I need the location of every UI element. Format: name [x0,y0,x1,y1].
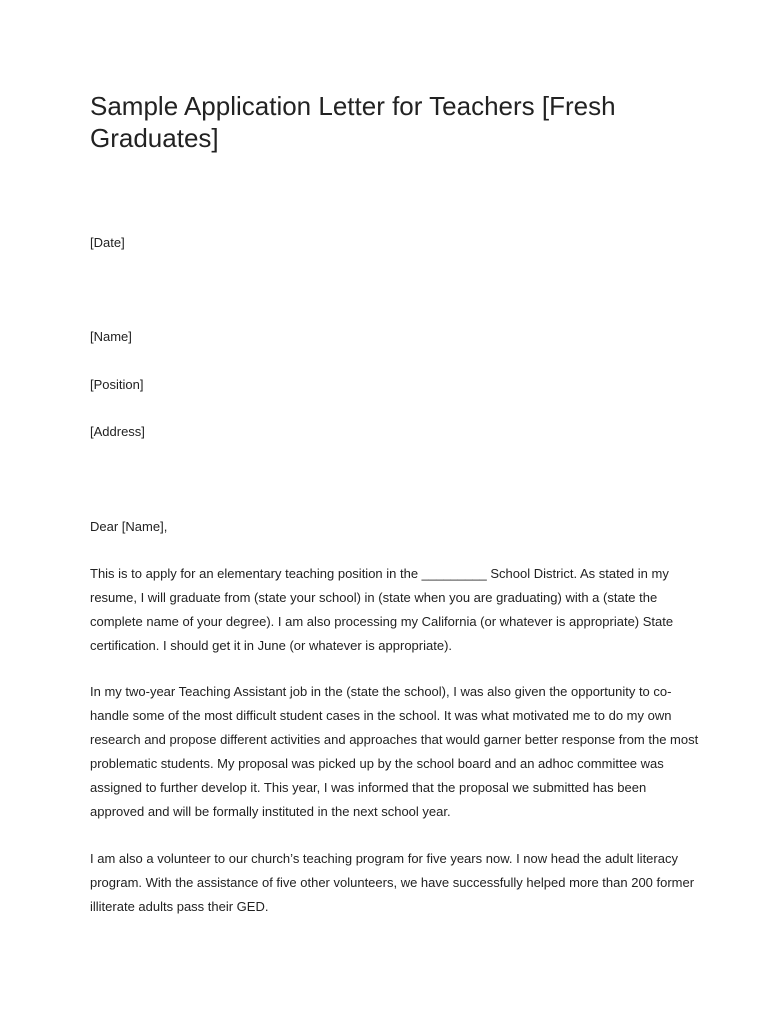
document-title-line-1: Sample Application Letter for Teachers [Fresh [90,91,616,121]
salutation: Dear [Name], [90,519,168,534]
paragraph-line: program. With the assistance of five other volunteers, we have successfully helped more than 200 former [90,875,695,890]
document-title [90,90,690,154]
paragraph-line: complete name of your degree). I am also processing my California (or whatever is appropriate) State [90,614,674,629]
paragraph-line: research and propose different activities and approaches that would garner better response from the most [90,732,699,747]
paragraph-application [90,562,690,658]
paragraph-line: resume, I will graduate from (state your school) in (state when you are graduating) with a (state the [90,590,658,605]
paragraph-line: This is to apply for an elementary teaching position in the _________ School District. As stated in my [90,566,669,581]
recipient-name: [Name] [90,329,132,344]
paragraph-line: assigned to further develop it. This year, I was informed that the proposal we submitted has been [90,780,647,795]
recipient-address: [Address] [90,424,145,439]
paragraph-experience [90,680,699,824]
recipient-position: [Position] [90,377,144,392]
paragraph-line: I am also a volunteer to our church’s teaching program for five years now. I now head the adult literacy [90,851,678,866]
paragraph-line: illiterate adults pass their GED. [90,899,269,914]
paragraph-line: problematic students. My proposal was picked up by the school board and an adhoc committee was [90,756,664,771]
paragraph-line: In my two-year Teaching Assistant job in the (state the school), I was also given the opportunity to co- [90,684,672,699]
paragraph-line: handle some of the most difficult student cases in the school. It was what motivated me to do my own [90,708,672,723]
date-placeholder: [Date] [90,235,125,250]
paragraph-line: certification. I should get it in June (or whatever is appropriate). [90,638,453,653]
paragraph-volunteer [90,847,695,919]
document-title-line-2: Graduates] [90,123,219,153]
paragraph-line: approved and will be formally instituted in the next school year. [90,804,451,819]
